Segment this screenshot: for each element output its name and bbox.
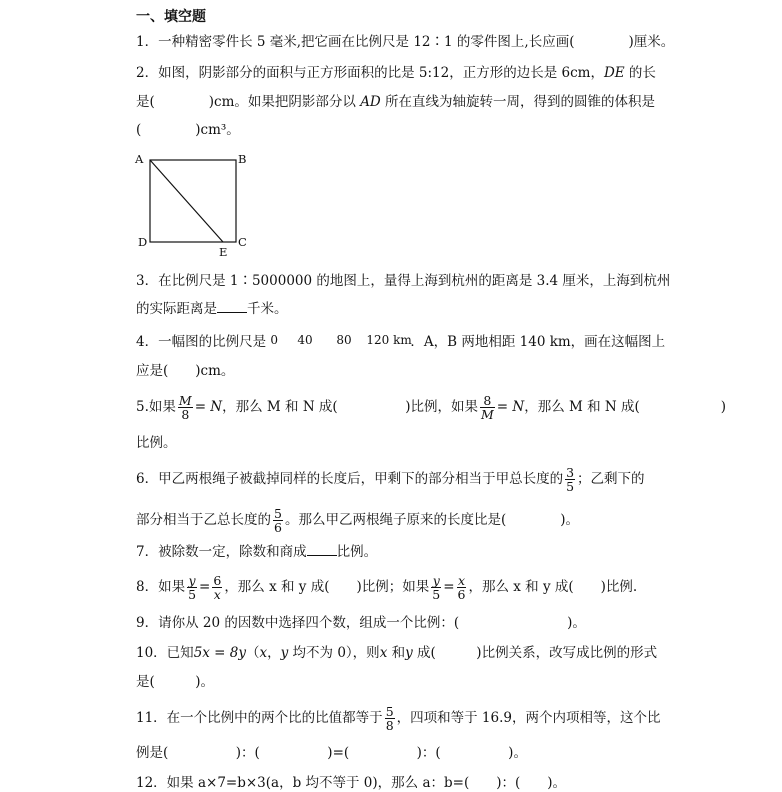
diagonal-ae: [150, 160, 223, 242]
question-9: 9．请你从 20 的因数中选择四个数，组成一个比例：( )。: [136, 615, 586, 631]
fraction-5-over-6: $\frac{5}{6}$: [274, 506, 282, 535]
fraction-5-over-8: $\frac{5}{8}$: [385, 704, 394, 733]
equation: 5x = 8y: [193, 645, 246, 661]
question-3-line-1: 3．在比例尺是 1∶5000000 的地图上，量得上海到杭州的距离是 3.4 厘米，上海到杭州: [136, 273, 671, 289]
answer-blank[interactable]: [217, 300, 247, 313]
scale-label-40: 40: [297, 333, 313, 347]
fraction-6-over-x: $\frac{6}{x}$: [213, 573, 222, 602]
fraction-3-over-5: $\frac{3}{5}$: [566, 465, 575, 494]
de-label: DE: [603, 65, 625, 81]
question-10-line-2: 是( )。: [136, 674, 215, 690]
label-a: A: [135, 152, 144, 166]
question-10-line-1: 10．已知5x = 8y（x，y 均不为 0），则x 和y 成( )比例关系，改写成比例的形式: [136, 645, 658, 661]
scale-label-0: 0: [270, 333, 279, 347]
fraction-x-over-6: $\frac{x}{6}$: [457, 573, 466, 602]
question-5-line-1: 5.如果 $\frac{M}{8}$ = N，那么 M 和 N 成( )比例，如果 $\frac{8}{M}$ = N，那么 M 和 N 成( ): [136, 393, 727, 422]
label-d: D: [138, 235, 148, 249]
fraction-y-over-5-b: $\frac{y}{5}$: [432, 573, 441, 602]
question-5-line-2: 比例。: [136, 435, 177, 451]
question-8: 8．如果 $\frac{y}{5}$ = $\frac{6}{x}$ ，那么 x 和 y 成( )比例；如果 $\frac{y}{5}$ = $\frac{x}{6}$ ，那么 x 和 y 成( )比例.: [136, 573, 638, 602]
label-c: C: [238, 235, 247, 249]
question-11-line-2: 例是( )：( )=( )：( )。: [136, 745, 527, 761]
label-e: E: [219, 245, 228, 259]
scale-label-120: 120 km: [366, 333, 412, 347]
question-4-line-2: 应是( )cm。: [136, 363, 235, 379]
square-outline: [150, 160, 236, 242]
section-title: 一、填空题: [136, 9, 206, 25]
fraction-y-over-5: $\frac{y}{5}$: [188, 573, 197, 602]
question-3-line-2: 的实际距离是 千米。: [136, 301, 288, 317]
question-4-line-1: 4．一幅图的比例尺是 0 40 80 120 km ．A，B 两地相距 140 km，画在这幅图上: [136, 333, 666, 350]
fraction-8-over-m: $\frac{8}{M}$: [480, 393, 494, 422]
question-12: 12．如果 a×7=b×3(a，b 均不等于 0)，那么 a：b=( )：( )。: [136, 775, 567, 791]
scale-label-80: 80: [336, 333, 352, 347]
question-2-line-3: ( )cm³。: [136, 122, 240, 138]
ad-label: AD: [360, 94, 381, 110]
question-1: 1．一种精密零件长 5 毫米,把它画在比例尺是 12∶1 的零件图上,长应画( )厘米。: [136, 34, 675, 50]
question-7: 7．被除数一定，除数和商成 比例。: [136, 544, 378, 560]
question-6-line-2: 部分相当于乙总长度的 $\frac{5}{6}$ 。那么甲乙两根绳子原来的长度比是( )。: [136, 506, 579, 535]
fraction-m-over-8: $\frac{M}{8}$: [178, 393, 192, 422]
scale-bar: [270, 333, 410, 351]
answer-blank[interactable]: [307, 543, 337, 556]
question-11-line-1: 11．在一个比例中的两个比的比值都等于 $\frac{5}{8}$ ，四项和等于 16.9，两个内项相等，这个比: [136, 704, 661, 733]
question-2-line-1: 2．如图，阴影部分的面积与正方形面积的比是 5:12，正方形的边长是 6cm，DE 的长: [136, 65, 656, 81]
label-b: B: [238, 152, 247, 166]
square-figure: [130, 150, 255, 262]
question-2-line-2: 是( )cm。如果把阴影部分以 AD 所在直线为轴旋转一周，得到的圆锥的体积是: [136, 94, 656, 110]
question-6-line-1: 6．甲乙两根绳子被截掉同样的长度后，甲剩下的部分相当于甲总长度的 $\frac{3}{5}$ ；乙剩下的: [136, 465, 645, 494]
